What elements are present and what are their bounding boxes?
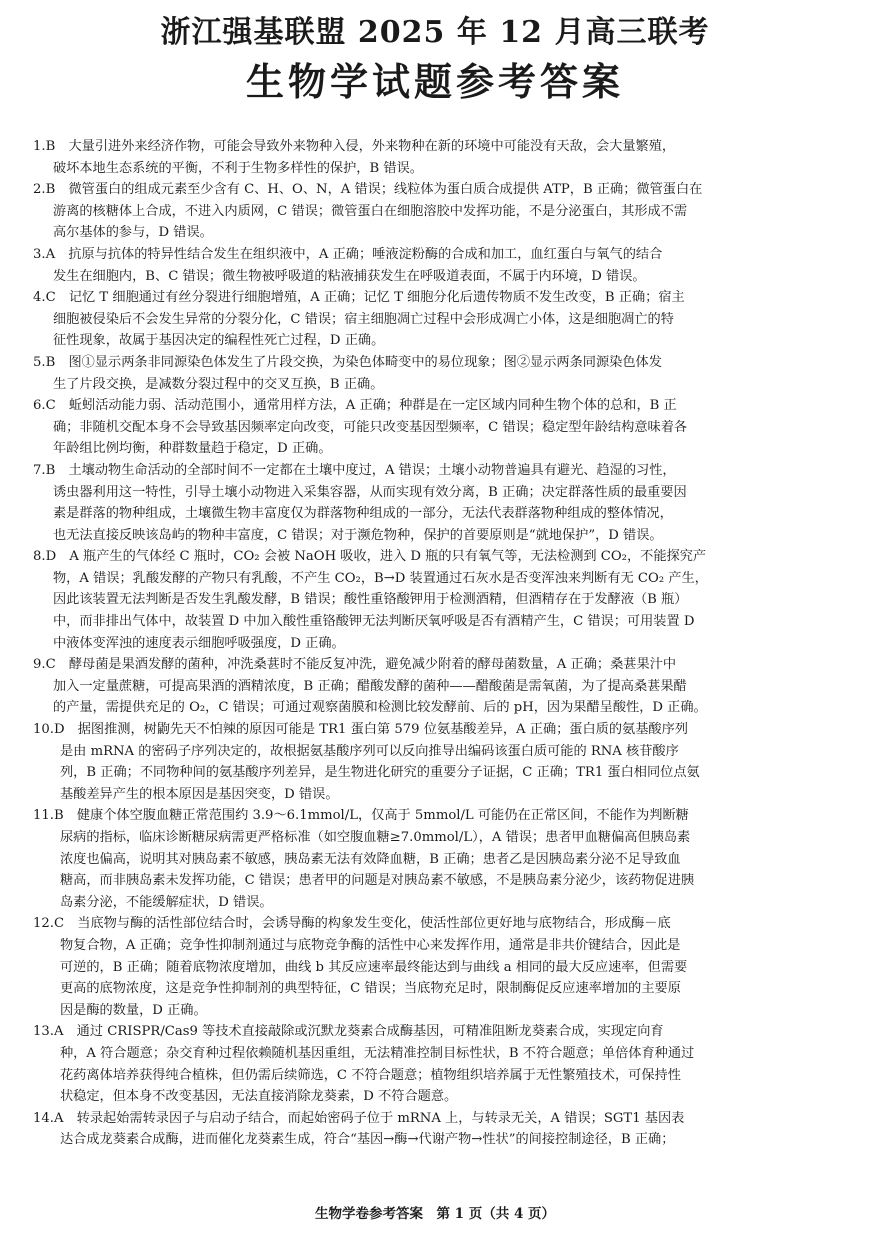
- answer-item-14: 14.A 转录起始需转录因子与启动子结合，而起始密码子位于 mRNA 上，与转录无关，A 错误；SGT1 基因表 达合成龙葵素合成酶，进而催化龙葵素生成，符合“基因→酶→代谢产物→性状”的间接控制途径，B 正确；: [33, 1110, 685, 1148]
- answer-item-6: 6.C 蚯蚓活动能力弱、活动范围小，通常用样方法，A 正确；种群是在一定区域内同种生物个体的总和，B 正 确；非随机交配本身不会导致基因频率定向改变，可能只改变基因型频率，C 错误；稳定型年龄结构意味着各 年龄组比例均衡，种群数量趋于稳定，D 正确。: [33, 398, 688, 457]
- answer-item-3: 3.A 抗原与抗体的特异性结合发生在组织液中，A 正确；唾液淀粉酶的合成和加工，血红蛋白与氧气的结合 发生在细胞内，B、C 错误；微生物被呼吸道的粘液捕获发生在呼吸道表面，不属于内环境，D 错误。: [33, 246, 663, 284]
- answer-item-7: 7.B 土壤动物生命活动的全部时间不一定都在土壤中度过，A 错误；土壤小动物普遍具有避光、趋湿的习性， 诱虫器利用这一特性，引导土壤小动物进入采集容器，从而实现有效分离，B 正确；决定群落性质的最重要因 素是群落的物种组成，土壤微生物丰富度仅为群落物种组成的一部分，无法代表群落物种组成的整体情况， 也无法直接反映该岛屿的物种丰富度，C 错误；对于濒危物种，保护的首要原则是“就地保护”，D 错误。: [33, 462, 687, 543]
- answer-item-10: 10.D 据图推测，树鼩先天不怕辣的原因可能是 TR1 蛋白第 579 位氨基酸差异，A 正确；蛋白质的氨基酸序列 是由 mRNA 的密码子序列决定的，故根据氨基酸序列可以反向推导出编码该蛋白质可能的 RNA 核苷酸序 列，B 正确；不同物种间的氨基酸序列差异，是生物进化研究的重要分子证据，C 正确；TR1 蛋白相同位点氨 基酸差异产生的根本原因是基因突变，D 错误。: [33, 722, 700, 802]
- answer-item-5: 5.B 图①显示两条非同源染色体发生了片段交换，为染色体畸变中的易位现象；图②显示两条同源染色体发 生了片段交换，是减数分裂过程中的交叉互换，B 正确。: [33, 354, 662, 392]
- answer-item-1: 1.B 大量引进外来经济作物，可能会导致外来物种入侵，外来物种在新的环境中可能没有天敌，会大量繁殖， 破坏本地生态系统的平衡，不利于生物多样性的保护，B 错误。: [33, 139, 676, 176]
- answer-item-11: 11.B 健康个体空腹血糖正常范围约 3.9～6.1mmol/L，仅高于 5mmol/L 可能仍在正常区间，不能作为判断糖 尿病的指标，临床诊断糖尿病需更严格标准（如空腹血糖≥7.0mmol/L），A 错误；患者甲血糖偏高但胰岛素 浓度也偏高，说明其对胰岛素不敏感，胰岛素无法有效降血糖，B 正确；患者乙是因胰岛素分泌不足导致血 糖高，而非胰岛素未发挥功能，C 错误；患者甲的问题是对胰岛素不敏感，不是胰岛素分泌少，该药物促进胰 岛素分泌，不能缓解症状，D 错误。: [33, 808, 695, 910]
- answer-key-title: 生物学试题参考答案: [245, 59, 624, 104]
- answer-list: [33, 136, 835, 1151]
- page-footer: 生物学卷参考答案 第 1 页（共 4 页）: [314, 1206, 556, 1222]
- exam-title: 浙江强基联盟 2025 年 12 月高三联考: [160, 15, 710, 50]
- answer-item-8: 8.D A 瓶产生的气体经 C 瓶时，CO₂ 会被 NaOH 吸收，进入 D 瓶的只有氧气等，无法检测到 CO₂，不能探究产 物，A 错误；乳酸发酵的产物只有乳酸，不产生 CO₂，B→D 装置通过石灰水是否变浑浊来判断有无 CO₂ 产生， 因此该装置无法判断是否发生乳酸发酵，B 错误；酸性重铬酸钾用于检测酒精，但酒精存在于发酵液（B 瓶） 中，而非排出气体中，故装置 D 中加入酸性重铬酸钾无法判断厌氧呼吸是否有酒精产生，C 错误；可用装置 D 中液体变浑浊的速度表示细胞呼吸强度，D 正确。: [33, 549, 708, 651]
- answer-item-2: 2.B 微管蛋白的组成元素至少含有 C、H、O、N，A 错误；线粒体为蛋白质合成提供 ATP，B 正确；微管蛋白在 游离的核糖体上合成，不进入内质网，C 错误；微管蛋白在细胞溶胶中发挥功能，不是分泌蛋白，其形成不需 高尔基体的参与，D 错误。: [33, 182, 703, 241]
- answer-item-12: 12.C 当底物与酶的活性部位结合时，会诱导酶的构象发生变化，使活性部位更好地与底物结合，形成酶－底 物复合物，A 正确；竞争性抑制剂通过与底物竞争酶的活性中心来发挥作用，通常是非共价键结合，因此是 可逆的，B 正确；随着底物浓度增加，曲线 b 其反应速率最终能达到与曲线 a 相同的最大反应速率，但需要 更高的底物浓度，这是竞争性抑制剂的典型特征，C 错误；当底物充足时，限制酶促反应速率增加的主要原 因是酶的数量，D 正确。: [33, 916, 688, 1018]
- answer-item-4: 4.C 记忆 T 细胞通过有丝分裂进行细胞增殖，A 正确；记忆 T 细胞分化后遗传物质不发生改变，B 正确；宿主 细胞被侵染后不会发生异常的分裂分化，C 错误；宿主细胞凋亡过程中会形成凋亡小体，这是细胞凋亡的特 征性现象，故属于基因决定的编程性死亡过程，D 正确。: [33, 290, 685, 349]
- answer-item-9: 9.C 酵母菌是果酒发酵的菌种，冲洗桑葚时不能反复冲洗，避免减少附着的酵母菌数量，A 正确；桑葚果汁中 加入一定量蔗糖，可提高果酒的酒精浓度，B 正确；醋酸发酵的菌种——醋酸菌是需氧菌，为了提高桑葚果醋 的产量，需提供充足的 O₂，C 错误；可通过观察菌膜和检测比较发酵前、后的 pH，因为果醋呈酸性，D 正确。: [33, 657, 707, 716]
- answer-item-13: 13.A 通过 CRISPR/Cas9 等技术直接敲除或沉默龙葵素合成酶基因，可精准阻断龙葵素合成，实现定向育 种，A 符合题意；杂交育种过程依赖随机基因重组，无法精准控制目标性状，B 不符合题意；单倍体育种通过 花药离体培养获得纯合植株，但仍需后续筛选，C 不符合题意；植物组织培养属于无性繁殖技术，可保持性 状稳定，但本身不改变基因，无法直接消除龙葵素，D 不符合题意。: [33, 1024, 695, 1105]
